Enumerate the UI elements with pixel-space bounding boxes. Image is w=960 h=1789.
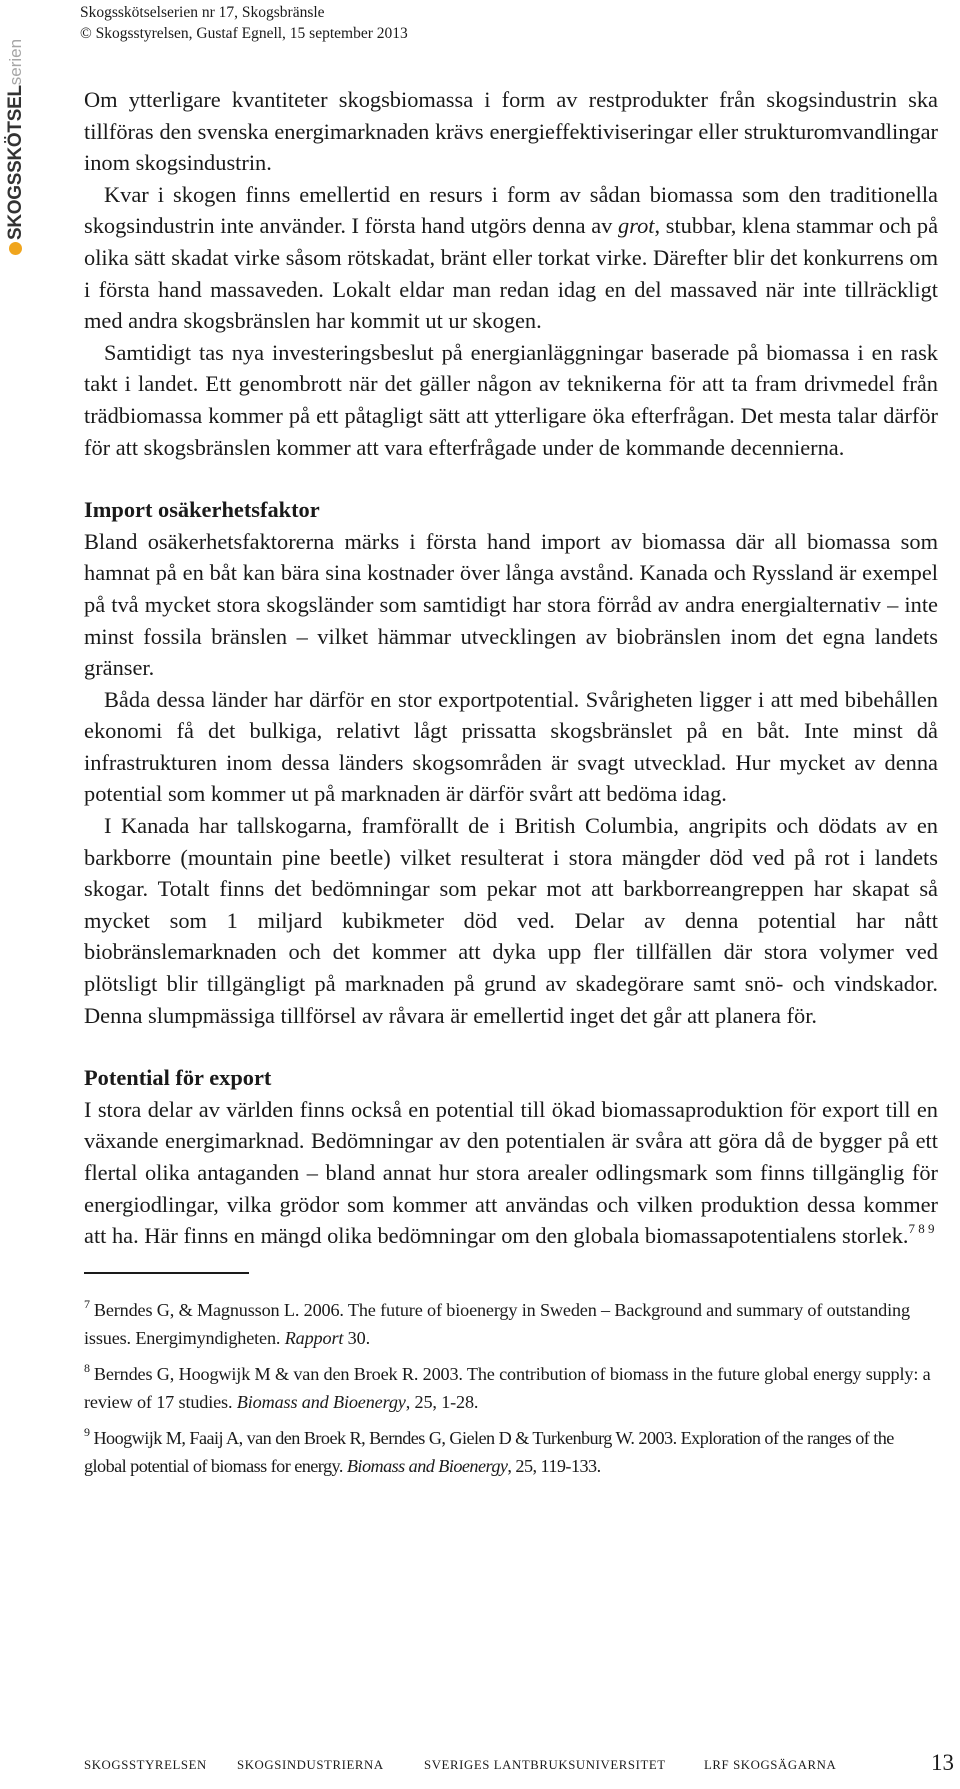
section-heading: Potential för export <box>84 1065 272 1091</box>
footnote-refs: 7 8 9 <box>908 1221 935 1237</box>
paragraph: Om ytterligare kvantiteter skogsbiomassa i form av restprodukter från skogsindustrin ska tillföras den svenska energimarknaden krävs energieffektiviseringar eller strukturomvandlingar inom skogsindustrin. <box>84 87 938 176</box>
logo-suffix: serien <box>6 38 25 86</box>
footer-org: SKOGSINDUSTRIERNA <box>237 1758 384 1772</box>
paragraph: Samtidigt tas nya investeringsbeslut på energianläggningar baserade på biomassa i en rask takt i landet. Ett genombrott när det gäller någon av teknikerna för att ta fram drivmedel från trädbiomassa kommer på ett påtagligt sätt att ytterligare öka efterfrågan. Det mesta talar därför för att skogsbränslen kommer att vara efterfrågade under de kommande decennierna. <box>84 339 938 460</box>
footnote: $^9$ Hoogwijk M, Faaij A, van den Broek R, Berndes G, Gielen D & Turkenburg W. 2003. Exploration of the ranges of the global potential of biomass for energy. Biomass and Bioenergy, 25, 119-133. <box>84 1424 894 1476</box>
skogsskotsel-logo <box>2 40 28 255</box>
paragraph: Bland osäkerhetsfaktorerna märks i första hand import av biomassa där all biomassa som hamnat på en båt kan bära sina kostnader över långa avstånd. Kanada och Ryssland är exempel på två mycket stora skogsländer som samtidigt har stora förråd av andra energialternativ – inte minst fossila bränslen – vilket hämmar utvecklingen av biobränslen inom det egna landets gränser. <box>84 528 938 681</box>
logo-dot-icon <box>9 242 22 255</box>
page-number: 13 <box>931 1750 954 1775</box>
paragraph: I Kanada har tallskogarna, framförallt de i British Columbia, angripits och dödats av en barkborre (mountain pine beetle) vilket resulterat i stora mängder död ved på rot i landets skogar. Totalt finns det bedömningar som pekar mot att barkborreangreppen har skapat så mycket som 1 miljard kubikmeter död ved. Delar av denna potential har nått biobränslemarknaden och det kommer att dyka upp fler tillfällen där stora volymer ved plötsligt blir tillgängligt på marknaden på grund av skadegörare samt snö- och vindskador. Denna slumpmässiga tillförsel av råvara är emellertid inget det går att planera för. <box>84 813 938 1028</box>
footer-org: SKOGSSTYRELSEN <box>84 1758 207 1772</box>
paragraph: Kvar i skogen finns emellertid en resurs i form av sådan biomassa som den traditionella skogsindustrin inte använder. I första hand utgörs denna av grot, stubbar, klena stammar och på olika sätt skadat virke såsom rötskadat, bränt eller torkat virke. Därefter blir det konkurrens om i första hand massaveden. Lokalt eldar man redan idag en del massaved när inte tillräckligt med andra skogsbränslen har kommit ut ur skogen. <box>84 181 939 334</box>
footer-org: SVERIGES LANTBRUKSUNIVERSITET <box>424 1758 666 1772</box>
footnote: $^7$ Berndes G, & Magnusson L. 2006. The future of bioenergy in Sweden – Background and summary of outstanding issues. Energimyndigheten. Rapport 30. <box>84 1296 910 1348</box>
copyright-line: © Skogsstyrelsen, Gustaf Egnell, 15 september 2013 <box>80 25 408 42</box>
section-heading: Import osäkerhetsfaktor <box>84 497 320 523</box>
page-header <box>80 2 408 44</box>
page-footer <box>84 1750 954 1780</box>
paragraph: I stora delar av världen finns också en potential till ökad biomassaproduktion för export till en växande energimarknad. Bedömningar av den potentialen är svåra att göra då de bygger på ett flertal olika antaganden – bland annat hur stora arealer odlingsmark som finns tillgänglig för energiodlingar, vilka grödor som kommer att användas och vilken produktion dessa kommer att ha. Här finns en mängd olika bedömningar om den globala biomassapotentialens storlek.$^{7 8 9}$ <box>84 1096 938 1249</box>
footnote: $^8$ Berndes G, Hoogwijk M & van den Broek R. 2003. The contribution of biomass in the future global energy supply: a review of 17 studies. Biomass and Bioenergy, 25, 1-28. <box>84 1360 931 1412</box>
paragraph: Båda dessa länder har därför en stor exportpotential. Svårigheten ligger i att med bibehållen ekonomi få det bulkiga, relativt lågt prissatta skogsbränslet på en båt. Inte minst då infrastrukturen inom dessa länders skogsområden är svagt utvecklad. Hur mycket av denna potential som kommer ut på marknaden är därför svårt att bedöma idag. <box>84 686 938 807</box>
footnote-divider <box>84 1272 249 1274</box>
article-body <box>84 84 938 1488</box>
footer-org: LRF SKOGSÄGARNA <box>704 1758 837 1772</box>
logo-brand: SKOGSSKÖTSEL <box>5 85 26 240</box>
series-title: Skogsskötselserien nr 17, Skogsbränsle <box>80 4 325 21</box>
